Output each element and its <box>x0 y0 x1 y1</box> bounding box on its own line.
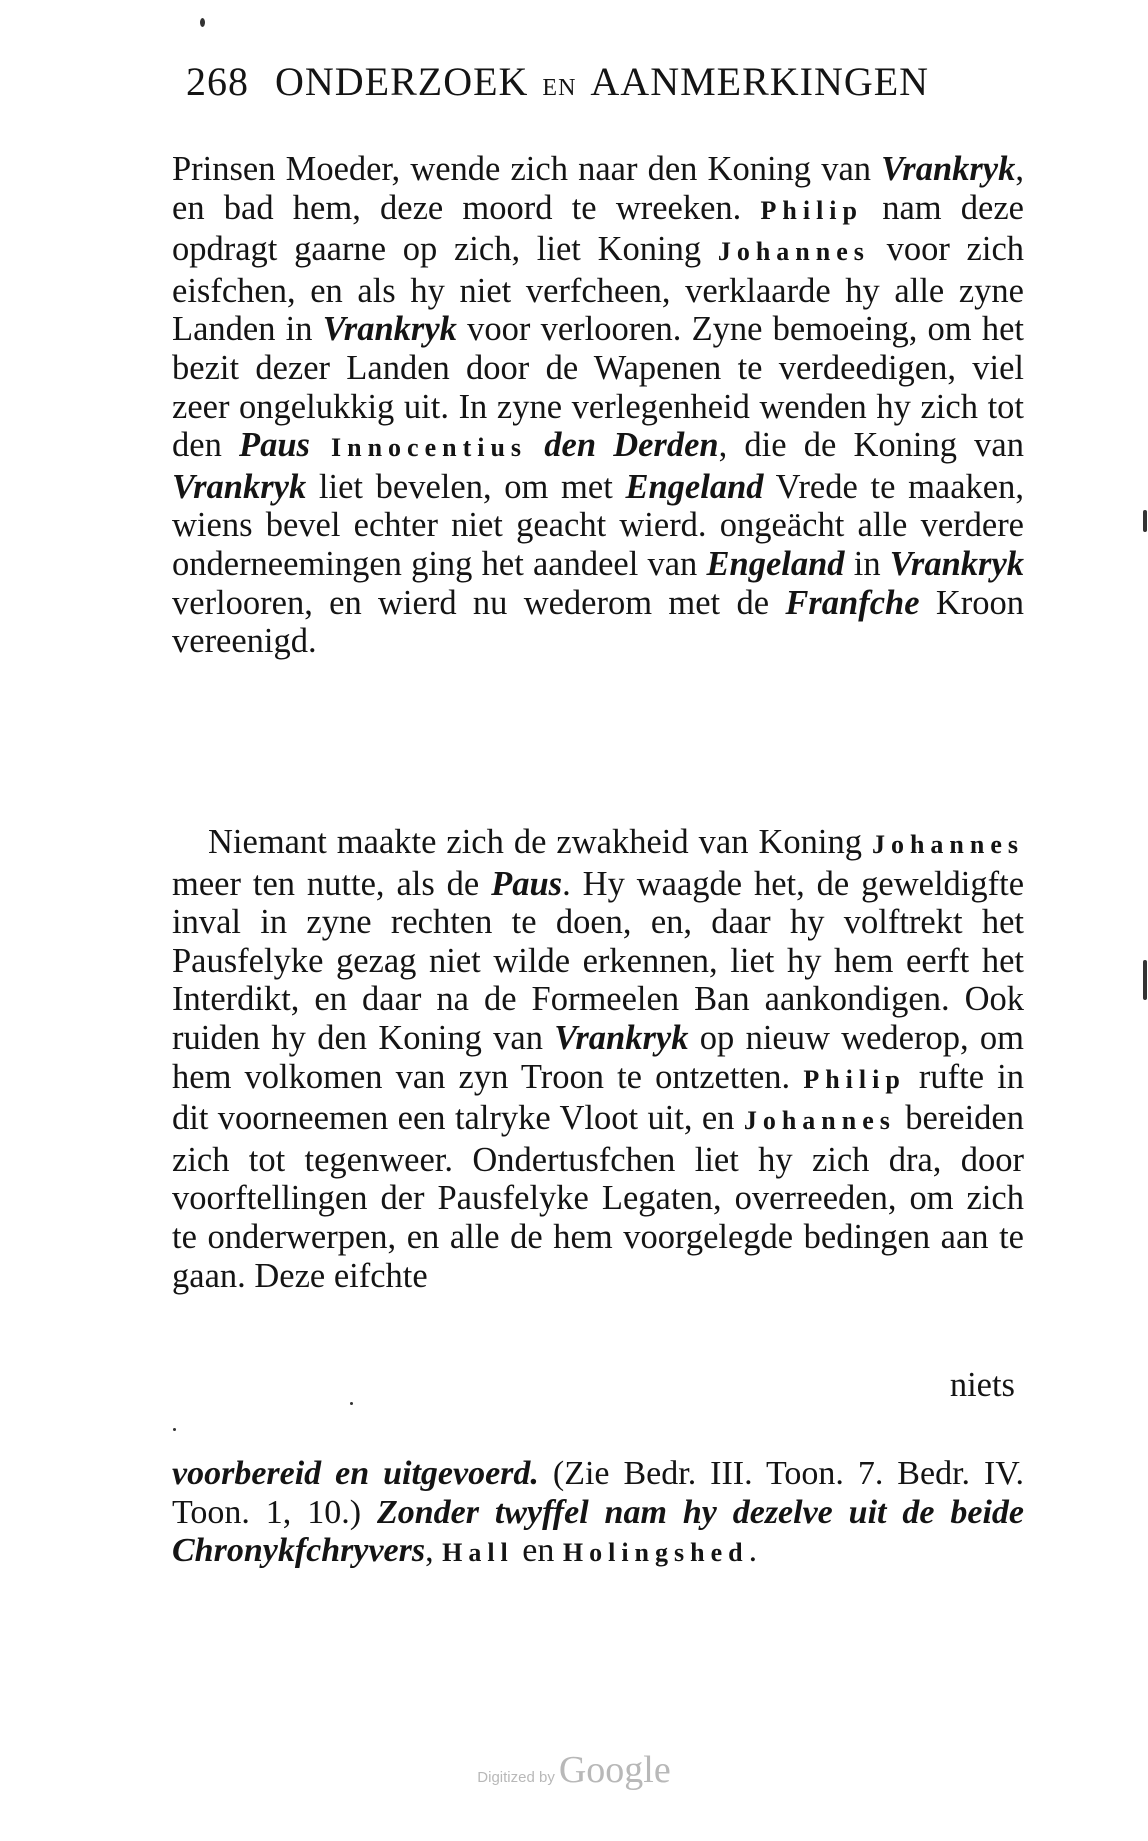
text-run: , die de Koning van <box>718 426 1024 465</box>
catchword: niets <box>949 1366 1015 1404</box>
paragraph-2 <box>172 823 1024 1295</box>
print-speck <box>350 1402 353 1405</box>
italic-run: Vrankryk <box>881 150 1016 188</box>
header-title-mid: EN <box>542 75 577 101</box>
text-run: voor zich eisfchen, en als hy niet verfcheen, verklaarde hy alle zyne Landen in <box>172 230 1025 349</box>
smallcaps-name: Johannes <box>717 237 870 267</box>
smallcaps-name: Philip <box>760 195 863 225</box>
text-run: (Zie Bedr. III. Toon. 7. Bedr. IV. Toon. 1, 10.) <box>172 1455 1024 1531</box>
italic-run: Engeland <box>625 467 764 506</box>
text-run: , <box>425 1532 443 1569</box>
print-speck <box>200 18 205 27</box>
running-header <box>186 58 1006 118</box>
text-run: nam deze opdragt gaarne op zich, liet Koning <box>172 188 1024 269</box>
text-run: in <box>844 544 890 583</box>
text-run: Prinsen Moeder, wende zich naar den Koning van <box>172 150 882 188</box>
italic-run: Zonder twyffel nam hy dezelve uit de beide Chronykfchryvers <box>172 1493 1025 1569</box>
italic-run: Engeland <box>706 544 845 583</box>
print-speck <box>173 1428 176 1431</box>
paragraph-1 <box>172 150 1024 661</box>
text-run: voor verlooren. Zyne bemoeing, om het bezit dezer Landen door de Wapenen te verdeedigen, viel zeer ongelukkig uit. In zyne verlegenheid wenden hy zich tot den <box>172 310 1024 465</box>
italic-run: Vrankryk <box>889 544 1025 583</box>
text-run: . Hy waagde het, de geweldigfte inval in zyne rechten te doen, en, daar hy volftrekt het Pausfelyke gezag niet wilde erkennen, liet hy hem eerft het Interdikt, en daar na de Formeelen Ban aankondigen. Ook ruiden hy den Koning van <box>172 864 1025 1057</box>
smallcaps-name: Innocentius <box>309 433 528 463</box>
smallcaps-name: Johannes <box>743 1106 896 1136</box>
text-run: en <box>513 1532 563 1569</box>
italic-run: Vrankryk <box>172 467 307 506</box>
text-run: meer ten nutte, als de <box>172 864 492 903</box>
print-speck <box>1143 960 1147 1000</box>
page-number: 268 <box>186 59 249 104</box>
header-title-right: AANMERKINGEN <box>590 59 930 104</box>
italic-run: Paus <box>239 426 310 465</box>
italic-run: Franfche <box>785 583 920 622</box>
italic-run: Vrankryk <box>322 310 457 349</box>
print-speck <box>1143 510 1147 532</box>
footnote <box>172 1455 1024 1573</box>
text-run: verlooren, en wierd nu wederom met de <box>172 583 786 622</box>
text-run: bereiden zich tot tegenweer. Ondertusfchen liet hy zich dra, door voorftellingen der Pausfelyke Legaten, overreeden, om zich te onderwerpen, en alle de hem voorgelegde bedingen aan te gaan. Deze eifchte <box>172 1099 1024 1295</box>
header-title-left: ONDERZOEK <box>275 59 529 104</box>
digitized-label: Digitized by <box>477 1769 555 1786</box>
digitized-watermark <box>0 1748 1148 1792</box>
text-run: liet bevelen, om met <box>306 467 626 506</box>
text-run: , en bad hem, deze moord te wreeken. <box>172 150 1024 227</box>
italic-run: Paus <box>491 864 563 903</box>
italic-run: den Derden <box>527 426 719 465</box>
text-run: op nieuw wederop, om hem volkomen van zyn Troon te ontzetten. <box>172 1018 1024 1096</box>
italic-run: Vrankryk <box>554 1018 689 1057</box>
text-run: Kroon vereenigd. <box>172 583 1025 661</box>
text-run: Vrede te maaken, wiens bevel echter niet geacht wierd. ongeächt alle verdere onderneemingen ging het aandeel van <box>172 467 1024 583</box>
smallcaps-name: Johannes <box>871 830 1024 859</box>
text-run: Niemant maakte zich de zwakheid van Koning <box>208 823 872 861</box>
smallcaps-name: Philip <box>803 1064 906 1094</box>
text-run: . <box>748 1532 758 1569</box>
smallcaps-name: Hall <box>442 1538 514 1567</box>
text-run: rufte in dit voorneemen een talryke Vloot uit, en <box>172 1057 1025 1138</box>
smallcaps-name: Holingshed <box>562 1538 749 1567</box>
italic-run: voorbereid en uitgevoerd. <box>172 1455 539 1492</box>
google-logo: Google <box>558 1749 671 1791</box>
